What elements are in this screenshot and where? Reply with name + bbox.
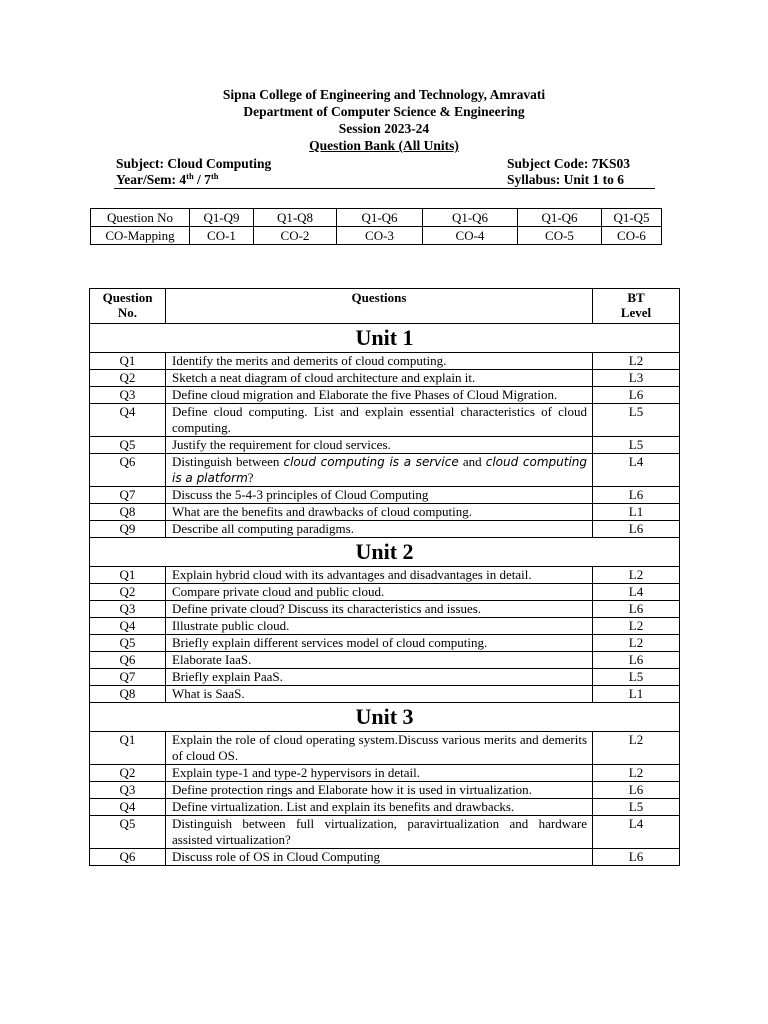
- unit-heading-row: [90, 703, 680, 732]
- co-id: CO-4: [423, 227, 518, 245]
- question-number: Q3: [90, 601, 166, 618]
- bt-level: L6: [593, 652, 680, 669]
- question-no-header: Question No.: [90, 289, 166, 324]
- co-question-range: Q1-Q6: [423, 209, 518, 227]
- question-number: Q6: [90, 652, 166, 669]
- question-number: Q4: [90, 618, 166, 635]
- question-table: [89, 288, 680, 866]
- co-mapping-row: [91, 227, 662, 245]
- bt-level: L2: [593, 732, 680, 765]
- co-question-range: Q1-Q5: [602, 209, 662, 227]
- question-text: Describe all computing paradigms.: [166, 521, 593, 538]
- co-question-range: Q1-Q8: [254, 209, 337, 227]
- subject-label: Subject: Cloud Computing: [116, 156, 272, 171]
- question-number: Q2: [90, 765, 166, 782]
- question-text: Discuss the 5-4-3 principles of Cloud Computing: [166, 487, 593, 504]
- question-text: Explain the role of cloud operating system.Discuss various merits and demerits of cloud OS.: [166, 732, 593, 765]
- question-number: Q5: [90, 437, 166, 454]
- question-text: Compare private cloud and public cloud.: [166, 584, 593, 601]
- bt-level: L1: [593, 504, 680, 521]
- question-text: Define private cloud? Discuss its characteristics and issues.: [166, 601, 593, 618]
- question-text: What are the benefits and drawbacks of cloud computing.: [166, 504, 593, 521]
- bt-level: L2: [593, 567, 680, 584]
- co-id: CO-3: [337, 227, 423, 245]
- question-number: Q3: [90, 387, 166, 404]
- question-row: [90, 437, 680, 454]
- question-row: [90, 618, 680, 635]
- question-text: Define cloud computing. List and explain essential characteristics of cloud computing.: [166, 404, 593, 437]
- co-id: CO-1: [190, 227, 254, 245]
- question-row: [90, 370, 680, 387]
- question-table-header: [90, 289, 680, 324]
- year-sem-label: Year/Sem: 4th / 7th: [116, 171, 219, 187]
- question-row: [90, 487, 680, 504]
- question-row: [90, 353, 680, 370]
- question-number: Q6: [90, 849, 166, 866]
- bt-level: L3: [593, 370, 680, 387]
- question-row: [90, 782, 680, 799]
- question-number: Q7: [90, 487, 166, 504]
- question-row: [90, 584, 680, 601]
- co-row-label: CO-Mapping: [91, 227, 190, 245]
- co-mapping-table: [90, 208, 662, 245]
- bt-level: L5: [593, 799, 680, 816]
- subject-code-label: Subject Code: 7KS03: [507, 156, 631, 171]
- question-number: Q1: [90, 353, 166, 370]
- bt-level: L2: [593, 635, 680, 652]
- question-row: [90, 849, 680, 866]
- question-text: Define virtualization. List and explain its benefits and drawbacks.: [166, 799, 593, 816]
- question-number: Q8: [90, 504, 166, 521]
- question-row: [90, 799, 680, 816]
- college-name: Sipna College of Engineering and Technology, Amravati: [222, 87, 546, 102]
- question-text: Sketch a neat diagram of cloud architecture and explain it.: [166, 370, 593, 387]
- question-row: [90, 652, 680, 669]
- questions-header: Questions: [166, 289, 593, 324]
- question-text: Define cloud migration and Elaborate the five Phases of Cloud Migration.: [166, 387, 593, 404]
- question-number: Q3: [90, 782, 166, 799]
- question-row: [90, 521, 680, 538]
- question-number: Q5: [90, 635, 166, 652]
- question-number: Q5: [90, 816, 166, 849]
- question-row: [90, 454, 680, 487]
- question-text: Define protection rings and Elaborate how it is used in virtualization.: [166, 782, 593, 799]
- year-sem-row: [116, 171, 656, 188]
- question-row: [90, 686, 680, 703]
- co-id: CO-2: [254, 227, 337, 245]
- question-row: [90, 816, 680, 849]
- question-text: Elaborate IaaS.: [166, 652, 593, 669]
- document-header: [0, 86, 768, 154]
- bt-level: L2: [593, 765, 680, 782]
- question-row: [90, 601, 680, 618]
- question-row: [90, 765, 680, 782]
- bt-level: L6: [593, 521, 680, 538]
- subject-row: [116, 155, 656, 172]
- question-number: Q2: [90, 370, 166, 387]
- bt-level: L1: [593, 686, 680, 703]
- question-number: Q9: [90, 521, 166, 538]
- question-number: Q7: [90, 669, 166, 686]
- question-row: [90, 404, 680, 437]
- bt-level: L2: [593, 353, 680, 370]
- syllabus-label: Syllabus: Unit 1 to 6: [507, 172, 625, 187]
- co-question-row: [91, 209, 662, 227]
- co-id: CO-6: [602, 227, 662, 245]
- bt-level: L6: [593, 849, 680, 866]
- question-number: Q2: [90, 584, 166, 601]
- question-row: [90, 635, 680, 652]
- bt-level-header: BT Level: [593, 289, 680, 324]
- question-text: Justify the requirement for cloud services.: [166, 437, 593, 454]
- question-text: Explain type-1 and type-2 hypervisors in detail.: [166, 765, 593, 782]
- department-name: Department of Computer Science & Engineering: [243, 104, 525, 119]
- bt-level: L5: [593, 669, 680, 686]
- question-number: Q1: [90, 732, 166, 765]
- question-row: [90, 387, 680, 404]
- bt-level: L4: [593, 584, 680, 601]
- question-number: Q4: [90, 799, 166, 816]
- co-row-label: Question No: [91, 209, 190, 227]
- question-row: [90, 669, 680, 686]
- bt-level: L6: [593, 487, 680, 504]
- bt-level: L6: [593, 387, 680, 404]
- co-question-range: Q1-Q9: [190, 209, 254, 227]
- bt-level: L5: [593, 437, 680, 454]
- question-number: Q6: [90, 454, 166, 487]
- question-number: Q8: [90, 686, 166, 703]
- question-text: Distinguish between cloud computing is a service and cloud computing is a platform?: [166, 454, 593, 487]
- bt-level: L6: [593, 782, 680, 799]
- question-text: Briefly explain PaaS.: [166, 669, 593, 686]
- bt-level: L2: [593, 618, 680, 635]
- question-number: Q1: [90, 567, 166, 584]
- bt-level: L4: [593, 454, 680, 487]
- bt-level: L6: [593, 601, 680, 618]
- unit-title: Unit 3: [90, 703, 680, 732]
- bt-level: L4: [593, 816, 680, 849]
- question-bank-title: Question Bank (All Units): [309, 138, 459, 153]
- question-text: Illustrate public cloud.: [166, 618, 593, 635]
- co-question-range: Q1-Q6: [518, 209, 602, 227]
- unit-heading-row: [90, 324, 680, 353]
- question-text: Explain hybrid cloud with its advantages and disadvantages in detail.: [166, 567, 593, 584]
- question-text: What is SaaS.: [166, 686, 593, 703]
- unit-title: Unit 2: [90, 538, 680, 567]
- question-row: [90, 504, 680, 521]
- question-row: [90, 732, 680, 765]
- unit-title: Unit 1: [90, 324, 680, 353]
- question-text: Identify the merits and demerits of cloud computing.: [166, 353, 593, 370]
- co-question-range: Q1-Q6: [337, 209, 423, 227]
- co-id: CO-5: [518, 227, 602, 245]
- question-row: [90, 567, 680, 584]
- unit-heading-row: [90, 538, 680, 567]
- question-number: Q4: [90, 404, 166, 437]
- session-label: Session 2023-24: [338, 121, 430, 136]
- question-text: Discuss role of OS in Cloud Computing: [166, 849, 593, 866]
- bt-level: L5: [593, 404, 680, 437]
- question-text: Briefly explain different services model of cloud computing.: [166, 635, 593, 652]
- question-text: Distinguish between full virtualization, paravirtualization and hardware assisted virtualization?: [166, 816, 593, 849]
- header-divider: [114, 188, 655, 189]
